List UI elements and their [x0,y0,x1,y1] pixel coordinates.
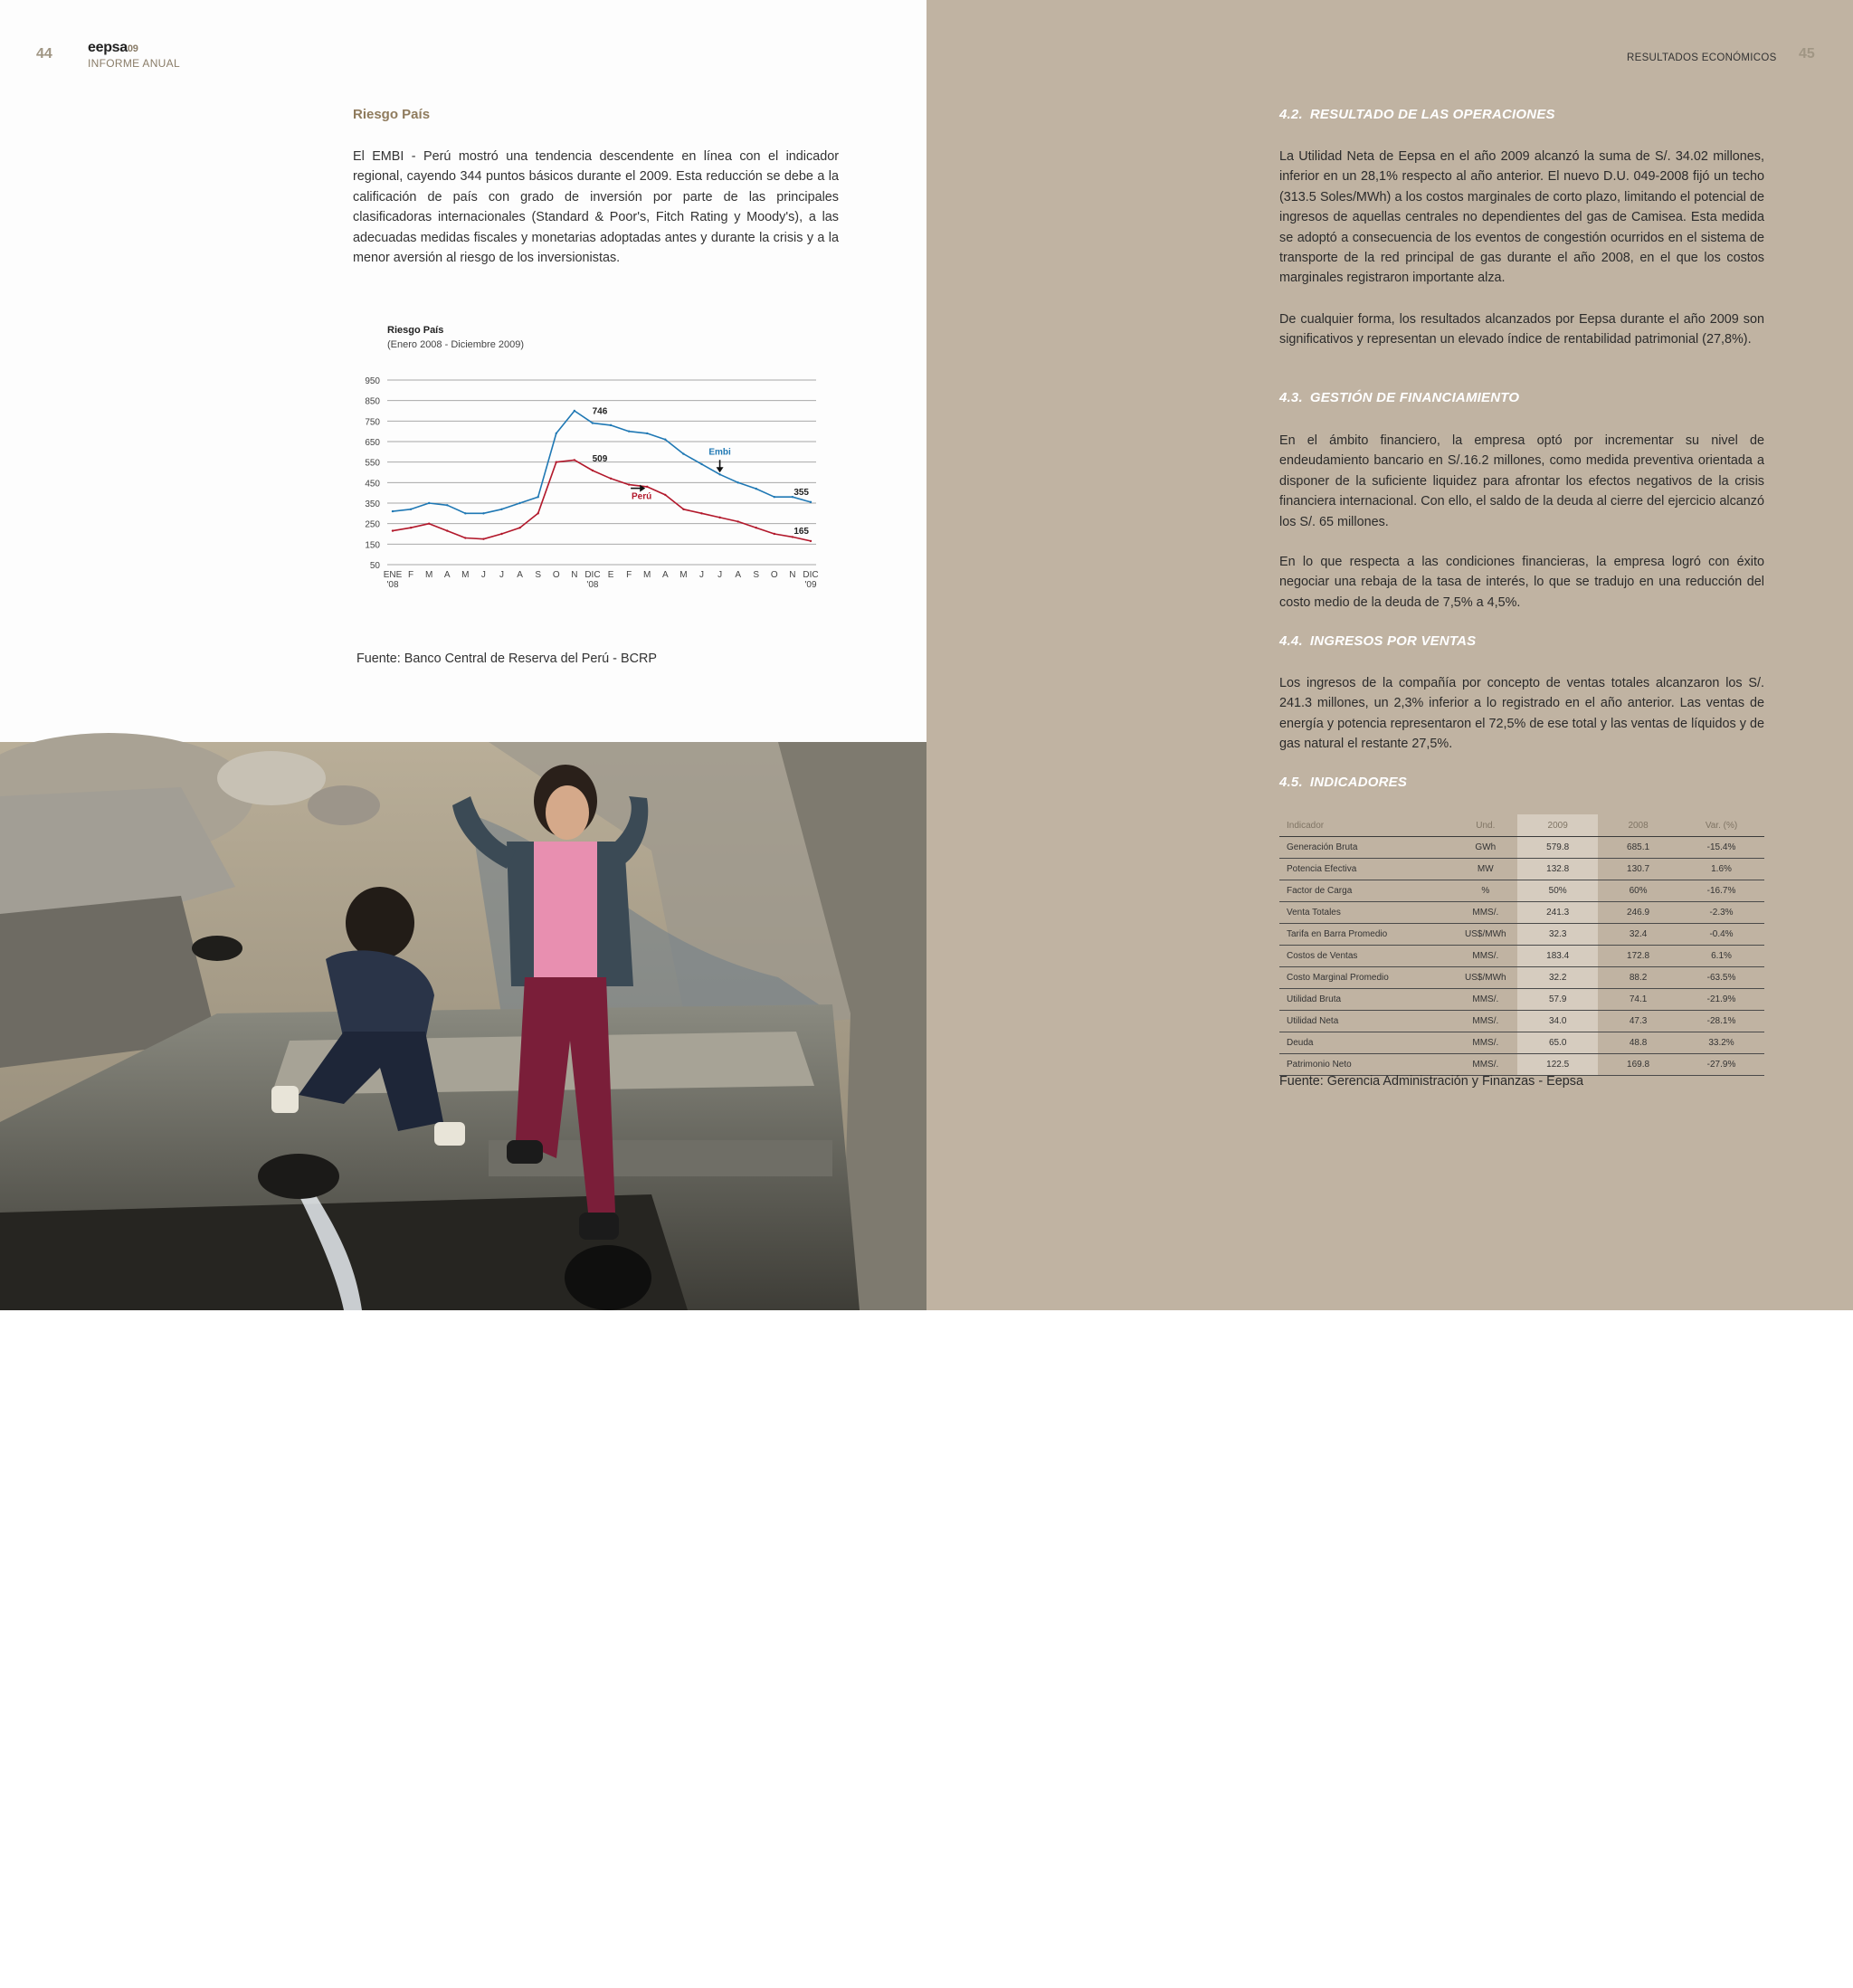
data-point [482,537,484,539]
table-cell-var: 33.2% [1678,1032,1764,1054]
x-tick-label: J [499,570,505,580]
data-point [410,509,412,510]
table-cell-2009: 50% [1517,880,1598,902]
table-cell-2008: 48.8 [1598,1032,1678,1054]
data-point [574,459,575,461]
table-cell-indicador: Factor de Carga [1279,880,1453,902]
table-header-2008: 2008 [1598,814,1678,837]
table-cell-indicador: Utilidad Bruta [1279,989,1453,1011]
table-row [1279,1054,1764,1076]
x-tick-label: M [643,570,651,580]
data-point [392,529,394,531]
paragraph-4-3-a: En el ámbito financiero, la empresa optó por incrementar su nivel de endeudamiento bancario en S/.16.2 millones, como medida preventiva orientada a disponer de la suficiente liquidez para afrontar los efectos negativos de la crisis financiera internacional. Con ello, el saldo de la deuda al cierre del ejercicio alcanzó los S/. 65 millones. [1279,433,1764,529]
table-cell-var: -28.1% [1678,1011,1764,1032]
table-cell-2009: 241.3 [1517,902,1598,924]
photo-caption: Hijos de trabajadores en pozas de agua de la ciudad de Ayabaca - Piura. [43,1974,424,1988]
data-point [755,488,757,490]
table-cell-indicador: Utilidad Neta [1279,1011,1453,1032]
table-cell-und: MW [1453,859,1517,880]
data-point [500,533,502,535]
table-cell-2009: 32.3 [1517,924,1598,946]
table-cell-var: 1.6% [1678,859,1764,880]
heading-4-3-number: 4.3. [1279,390,1303,405]
paragraph-4-3-b: En lo que respecta a las condiciones financieras, la empresa logró con éxito negociar una rebaja de la tasa de interés, lo que se tradujo en una reducción del costo medio de la deuda de 7,5% a 4,5%. [1279,555,1764,610]
x-tick-label: J [717,570,723,580]
data-point [610,478,612,480]
table-cell-und: MMS/. [1453,1011,1517,1032]
data-point [682,509,684,510]
table-row [1279,1032,1764,1054]
table-cell-2008: 88.2 [1598,967,1678,989]
table-cell-var: -15.4% [1678,837,1764,859]
data-point [500,509,502,510]
table-cell-2008: 172.8 [1598,946,1678,967]
x-tick-label: S [535,570,542,580]
x-tick-label: M [679,570,688,580]
y-tick-label: 850 [365,396,380,407]
table-cell-2009: 579.8 [1517,837,1598,859]
data-point [410,527,412,528]
table-cell-indicador: Deuda [1279,1032,1453,1054]
x-tick-label: M [425,570,433,580]
table-cell-var: -0.4% [1678,924,1764,946]
table-cell-var: -27.9% [1678,1054,1764,1076]
data-point [610,424,612,426]
indicators-table-wrap [1279,814,1764,1076]
data-point [592,422,594,423]
section-header-right: RESULTADOS ECONÓMICOS [1627,52,1777,63]
brand-name: eepsa [88,40,128,55]
data-point [556,461,557,462]
table-cell-2008: 169.8 [1598,1054,1678,1076]
data-point [682,452,684,454]
table-row [1279,859,1764,880]
data-point [664,494,666,496]
brand-logo [88,40,138,56]
legend-label-embi: Embi [708,447,731,458]
table-cell-2009: 132.8 [1517,859,1598,880]
section-heading-riesgo-pais: Riesgo País [353,107,431,122]
heading-4-4-number: 4.4. [1279,633,1303,649]
table-cell-2008: 74.1 [1598,989,1678,1011]
x-tick-label: F [626,570,632,580]
data-point [774,533,775,535]
data-point [537,512,538,514]
data-point [392,510,394,512]
chart-source: Fuente: Banco Central de Reserva del Perú - BCRP [356,652,657,666]
arrow-embi-head [717,467,724,472]
brand-year: 09 [127,43,138,54]
table-cell-var: -2.3% [1678,902,1764,924]
heading-4-5 [1279,775,1764,790]
heading-4-3 [1279,390,1764,405]
page-number-right: 45 [1799,46,1815,62]
table-cell-2008: 32.4 [1598,924,1678,946]
y-tick-label: 550 [365,458,380,469]
data-point [556,433,557,434]
table-header-indicador: Indicador [1279,814,1453,837]
data-point [592,470,594,471]
series-line-peru [393,460,811,541]
y-tick-label: 450 [365,479,380,490]
x-tick-label: A [517,570,523,580]
table-row [1279,1011,1764,1032]
data-point [464,537,466,538]
table-cell-2009: 57.9 [1517,989,1598,1011]
y-tick-label: 50 [369,561,380,571]
heading-4-5-title: INDICADORES [1309,775,1408,790]
table-row [1279,880,1764,902]
y-tick-label: 250 [365,519,380,530]
table-cell-var: 6.1% [1678,946,1764,967]
data-point [646,433,648,434]
data-point [482,512,484,514]
heading-4-2 [1279,107,1764,122]
data-point [736,481,738,483]
page-number-left: 44 [36,46,52,62]
table-cell-und: MMS/. [1453,989,1517,1011]
table-cell-indicador: Patrimonio Neto [1279,1054,1453,1076]
legend-label-peru: Perú [632,491,652,502]
children-photo [0,742,926,1988]
data-point [428,502,430,504]
chart-subtitle: (Enero 2008 - Diciembre 2009) [387,339,525,350]
data-point [537,496,538,498]
table-header-row [1279,814,1764,837]
data-point [646,486,648,488]
data-point [464,512,466,514]
table-cell-indicador: Potencia Efectiva [1279,859,1453,880]
data-point [446,504,448,506]
table-cell-indicador: Venta Totales [1279,902,1453,924]
brand-subtitle: INFORME ANUAL [88,57,180,70]
x-tick-label: J [698,570,704,580]
riesgo-pais-chart [353,319,860,601]
table-cell-2009: 122.5 [1517,1054,1598,1076]
heading-4-4 [1279,633,1764,649]
x-tick-label: ENE '08 [383,570,403,590]
table-cell-indicador: Costos de Ventas [1279,946,1453,967]
paragraph-4-2-b: De cualquier forma, los resultados alcanzados por Eepsa durante el año 2009 son significativos y representan un elevado índice de rentabilidad patrimonial (27,8%). [1279,312,1764,347]
photo-illustration [0,742,926,1310]
data-point [755,527,757,528]
table-row [1279,946,1764,967]
table-cell-2009: 32.2 [1517,967,1598,989]
table-source: Fuente: Gerencia Administración y Finanzas - Eepsa [1279,1074,1583,1089]
annotation-peru-end: 165 [793,526,809,537]
data-point [446,529,448,531]
x-tick-label: O [770,570,778,580]
y-tick-label: 350 [365,499,380,509]
y-tick-label: 750 [365,417,380,428]
table-header-var: Var. (%) [1678,814,1764,837]
y-tick-label: 650 [365,438,380,448]
heading-4-2-title: RESULTADO DE LAS OPERACIONES [1309,107,1555,122]
heading-4-2-number: 4.2. [1279,107,1303,122]
x-tick-label: A [735,570,741,580]
data-point [518,502,520,504]
paragraph-4-4: Los ingresos de la compañía por concepto de ventas totales alcanzaron los S/. 241.3 millones, un 2,3% inferior a lo registrado en el año anterior. Las ventas de energía y potencia representaron el 72,5% de ese total y las ventas de líquidos y de gas natural el restante 27,5%. [1279,676,1764,752]
data-point [518,527,520,528]
data-point [574,410,575,412]
table-cell-2008: 130.7 [1598,859,1678,880]
x-tick-label: A [661,570,669,580]
x-tick-label: N [789,570,796,580]
riesgo-pais-paragraph: El EMBI - Perú mostró una tendencia descendente en línea con el indicador regional, cayendo 344 puntos básicos durante el 2009. Esta reducción se debe a la calificación de país con grado de inversión por parte de las principales clasificadoras internacionales (Standard & Poor's, Fitch Rating y Moody's), a las adecuadas medidas fiscales y monetarias adoptadas antes y durante la crisis y a la menor aversión al riesgo de los inversionistas. [353,149,839,266]
data-point [718,517,720,518]
table-cell-2008: 60% [1598,880,1678,902]
x-tick-label: A [443,570,451,580]
data-point [736,520,738,522]
table-cell-2009: 34.0 [1517,1011,1598,1032]
table-cell-2008: 685.1 [1598,837,1678,859]
table-cell-und: US$/MWh [1453,924,1517,946]
data-point [428,522,430,524]
table-cell-2009: 65.0 [1517,1032,1598,1054]
table-cell-2008: 47.3 [1598,1011,1678,1032]
table-cell-var: -63.5% [1678,967,1764,989]
y-tick-label: 150 [365,540,380,551]
table-cell-und: MMS/. [1453,902,1517,924]
table-cell-2008: 246.9 [1598,902,1678,924]
table-header-2009: 2009 [1517,814,1598,837]
table-cell-und: GWh [1453,837,1517,859]
x-tick-label: N [571,570,578,580]
x-tick-label: O [552,570,560,580]
data-point [628,483,630,485]
table-row [1279,902,1764,924]
chart-svg [353,319,860,601]
x-tick-label: DIC '09 [803,570,819,590]
data-point [810,501,812,503]
x-tick-label: E [607,570,614,580]
paragraph-4-2-a: La Utilidad Neta de Eepsa en el año 2009 alcanzó la suma de S/. 34.02 millones, inferior en un 28,1% respecto al año anterior. El nuevo D.U. 049-2008 fijó un techo (313.5 Soles/MWh) a los costos marginales de corto plazo, limitando el potencial de ingresos de aquellas centrales no dependientes del gas de Camisea. Esta medida se adoptó a consecuencia de los eventos de congestión ocurridos en el sistema de transporte de la red principal de gas durante el año 2008, en el que los costos marginales registraron importante alza. [1279,149,1764,286]
table-cell-und: US$/MWh [1453,967,1517,989]
data-point [700,512,702,514]
table-cell-indicador: Costo Marginal Promedio [1279,967,1453,989]
table-row [1279,967,1764,989]
heading-4-5-number: 4.5. [1279,775,1303,790]
table-cell-und: MMS/. [1453,1054,1517,1076]
x-tick-label: M [461,570,470,580]
chart-title: Riesgo País [387,325,444,336]
x-tick-label: DIC '08 [584,570,601,590]
table-cell-und: MMS/. [1453,946,1517,967]
annotation-peru-peak: 509 [592,453,608,464]
heading-4-3-title: GESTIÓN DE FINANCIAMIENTO [1309,390,1520,405]
data-point [664,439,666,441]
table-header-und: Und. [1453,814,1517,837]
x-tick-label: S [753,570,760,580]
data-point [774,496,775,498]
table-cell-und: MMS/. [1453,1032,1517,1054]
table-cell-indicador: Generación Bruta [1279,837,1453,859]
indicators-table [1279,814,1764,1076]
table-cell-var: -16.7% [1678,880,1764,902]
y-tick-label: 950 [365,376,380,386]
x-tick-label: J [480,570,486,580]
data-point [718,473,720,475]
heading-4-4-title: INGRESOS POR VENTAS [1309,633,1477,649]
annotation-embi-peak: 746 [592,406,608,417]
x-tick-label: F [408,570,414,580]
annotation-embi-end: 355 [793,487,809,498]
data-point [810,540,812,542]
table-cell-var: -21.9% [1678,989,1764,1011]
table-cell-indicador: Tarifa en Barra Promedio [1279,924,1453,946]
data-point [700,463,702,465]
table-cell-2009: 183.4 [1517,946,1598,967]
table-row [1279,989,1764,1011]
table-row [1279,837,1764,859]
table-cell-und: % [1453,880,1517,902]
left-page [0,0,926,1988]
data-point [628,430,630,432]
table-row [1279,924,1764,946]
